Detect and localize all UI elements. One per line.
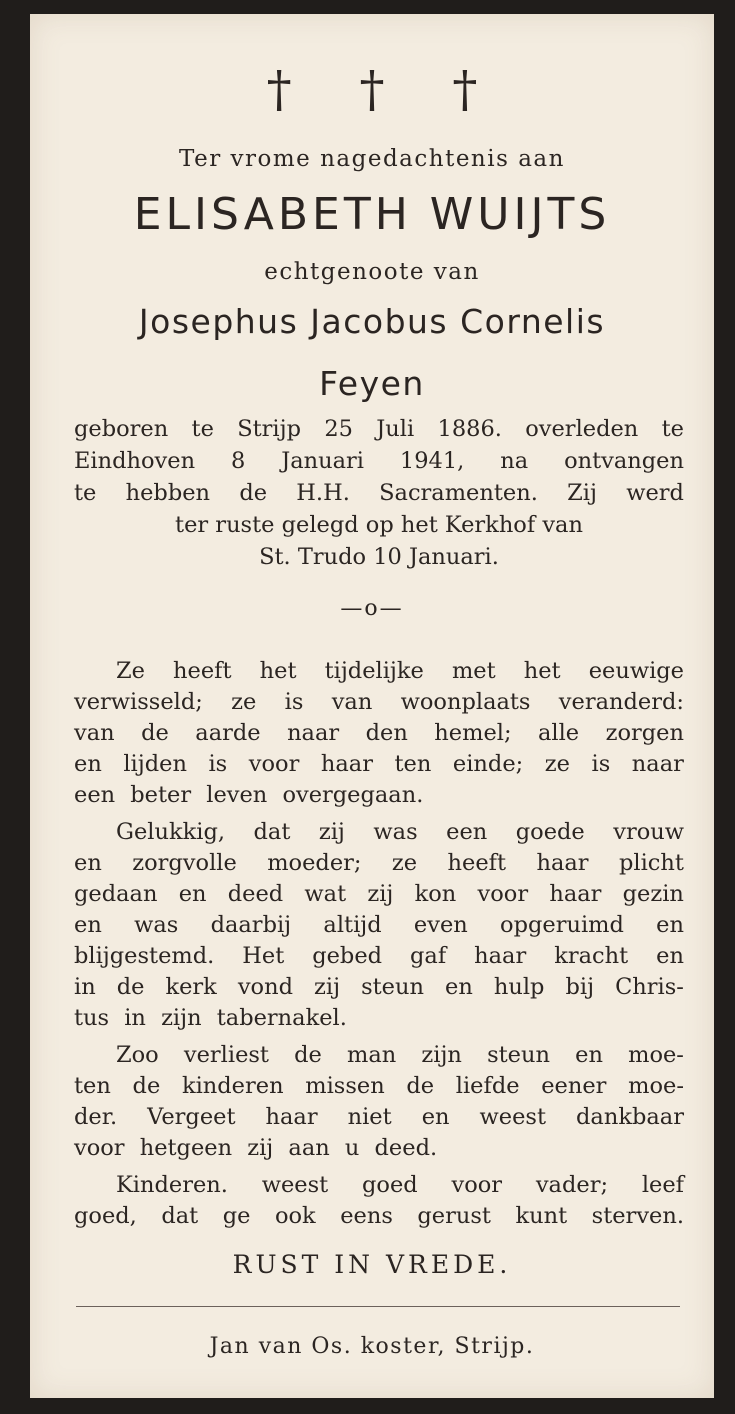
spouse-intro: echtgenoote van: [264, 259, 480, 285]
deceased-name: ELISABETH WUIJTS: [133, 189, 611, 240]
text-line: Gelukkig, dat zij was een goede vrouw: [116, 819, 684, 845]
text-line: een beter leven overgegaan.: [74, 782, 424, 808]
text-line: voor hetgeen zij aan u deed.: [74, 1135, 438, 1161]
text-line: verwisseld; ze is van woonplaats veranderd:: [74, 689, 684, 715]
text-line: ten de kinderen missen de liefde eener moe-: [74, 1073, 684, 1099]
text-line: en zorgvolle moeder; ze heeft haar plicht: [74, 850, 684, 876]
text-line: Ze heeft het tijdelijke met het eeuwige: [116, 658, 684, 684]
bio-line: Eindhoven 8 Januari 1941, na ontvangen: [74, 448, 684, 474]
cross-icons: † † †: [266, 60, 504, 118]
spouse-name-line1: Josephus Jacobus Cornelis: [138, 302, 606, 341]
spouse-name-line2: Feyen: [319, 364, 425, 403]
text-line: Zoo verliest de man zijn steun en moe-: [116, 1042, 684, 1068]
text-line: der. Vergeet haar niet en weest dankbaar: [74, 1104, 684, 1130]
text-line: Kinderen. weest goed voor vader; leef: [116, 1172, 684, 1198]
divider: [76, 1306, 680, 1307]
intro-text: Ter vrome nagedachtenis aan: [179, 146, 565, 172]
bio-line: St. Trudo 10 Januari.: [259, 544, 499, 570]
text-line: tus in zijn tabernakel.: [74, 1005, 347, 1031]
text-line: in de kerk vond zij steun en hulp bij Chris-: [74, 974, 684, 1000]
bio-line: geboren te Strijp 25 Juli 1886. overleden te: [74, 416, 684, 442]
text-line: goed, dat ge ook eens gerust kunt sterven.: [74, 1203, 684, 1229]
text-line: blijgestemd. Het gebed gaf haar kracht en: [74, 943, 684, 969]
text-line: en lijden is voor haar ten einde; ze is naar: [74, 751, 684, 777]
closing-text: RUST IN VREDE.: [232, 1250, 512, 1279]
memorial-card: [30, 14, 714, 1398]
bio-line: ter ruste gelegd op het Kerkhof van: [175, 512, 583, 538]
printer-credit: Jan van Os. koster, Strijp.: [209, 1334, 535, 1359]
text-line: en was daarbij altijd even opgeruimd en: [74, 912, 684, 938]
text-line: van de aarde naar den hemel; alle zorgen: [74, 720, 684, 746]
text-line: gedaan en deed wat zij kon voor haar gezin: [74, 881, 684, 907]
bio-line: te hebben de H.H. Sacramenten. Zij werd: [74, 480, 684, 506]
separator: —o—: [340, 596, 404, 621]
